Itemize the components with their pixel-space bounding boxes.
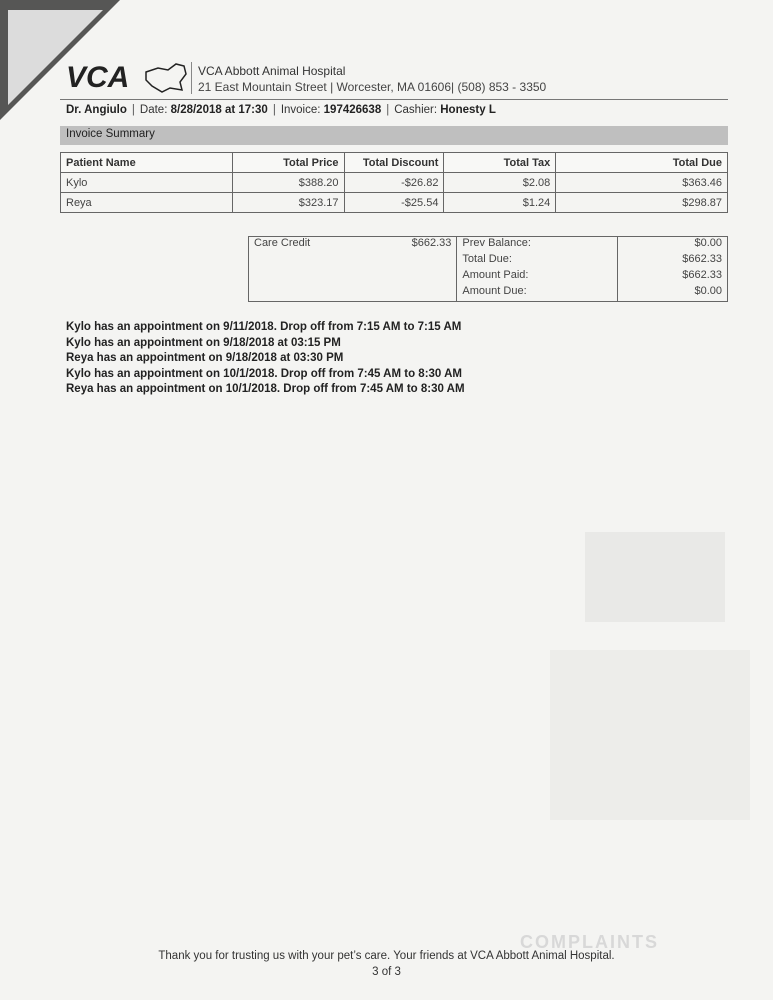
invoice-number: 197426638 [323, 104, 382, 116]
payment-row [249, 285, 728, 302]
invoice-summary-title: Invoice Summary [66, 128, 155, 140]
footer [0, 948, 773, 980]
amount-paid-label: Amount Paid: [457, 269, 617, 285]
scan-smudge [585, 532, 725, 622]
total-due-label: Total Due: [457, 253, 617, 269]
header-divider [191, 62, 192, 94]
vca-logo [66, 60, 188, 94]
total-price-cell: $323.17 [232, 193, 344, 213]
total-discount-cell: -$25.54 [344, 193, 444, 213]
list-item: Kylo has an appointment on 9/11/2018. Drop off from 7:15 AM to 7:15 AM [66, 321, 462, 333]
invoice-summary-header [60, 126, 728, 145]
cashier-label: Cashier: [394, 104, 438, 116]
column-header: Total Tax [444, 153, 556, 173]
payment-method-amount: $662.33 [399, 237, 457, 254]
doctor-name: Dr. Angiulo [66, 104, 127, 116]
hospital-address: 21 East Mountain Street | Worcester, MA 01606| (508) 853 - 3350 [198, 80, 547, 94]
list-item: Reya has an appointment on 9/18/2018 at 03:30 PM [66, 352, 344, 364]
date-label: Date: [139, 104, 168, 116]
total-due-cell: $363.46 [556, 173, 728, 193]
vca-logo-text: VCA [66, 61, 130, 94]
column-header: Total Due [556, 153, 728, 173]
amount-due-label: Amount Due: [457, 285, 617, 302]
total-price-cell: $388.20 [232, 173, 344, 193]
table-row [61, 173, 728, 193]
watermark: COMPLAINTS [520, 932, 659, 952]
header-rule [60, 99, 728, 100]
column-header: Patient Name [61, 153, 233, 173]
invoice-meta: Dr. Angiulo | Date: 8/28/2018 at 17:30 | Invoice: 197426638 | Cashier: Honesty L [66, 104, 496, 116]
page-number: 3 of 3 [372, 966, 401, 978]
balance-value: $0.00 [617, 237, 727, 254]
scan-smudge [550, 650, 750, 820]
total-due-cell: $298.87 [556, 193, 728, 213]
balance-label: Prev Balance: [457, 237, 617, 254]
list-item: Reya has an appointment on 10/1/2018. Drop off from 7:45 AM to 8:30 AM [66, 383, 465, 395]
table-header-row [61, 153, 728, 173]
total-due-value: $662.33 [617, 253, 727, 269]
usa-map-icon [146, 64, 186, 92]
total-tax-cell: $1.24 [444, 193, 556, 213]
amount-due-value: $0.00 [617, 285, 727, 302]
payment-row [249, 237, 728, 254]
total-tax-cell: $2.08 [444, 173, 556, 193]
footer-thanks: Thank you for trusting us with your pet’s care. Your friends at VCA Abbott Animal Hospital. [158, 950, 615, 962]
invoice-label: Invoice: [280, 104, 321, 116]
date-value: 8/28/2018 at 17:30 [170, 104, 268, 116]
hospital-name: VCA Abbott Animal Hospital [198, 64, 346, 78]
column-header: Total Price [232, 153, 344, 173]
list-item: Kylo has an appointment on 10/1/2018. Drop off from 7:45 AM to 8:30 AM [66, 367, 462, 380]
amount-paid-value: $662.33 [617, 269, 727, 285]
patient-name-cell: Reya [61, 193, 233, 213]
list-item: Kylo has an appointment on 9/18/2018 at 03:15 PM [66, 336, 341, 349]
appointments-list [66, 320, 465, 398]
cashier-name: Honesty L [440, 104, 496, 116]
column-header: Total Discount [344, 153, 444, 173]
patient-name-cell: Kylo [61, 173, 233, 193]
table-row [61, 193, 728, 213]
payment-row [249, 253, 728, 269]
invoice-summary-table [60, 152, 728, 213]
payment-method: Care Credit [249, 237, 399, 254]
payment-table [248, 236, 728, 302]
payment-row [249, 269, 728, 285]
total-discount-cell: -$26.82 [344, 173, 444, 193]
